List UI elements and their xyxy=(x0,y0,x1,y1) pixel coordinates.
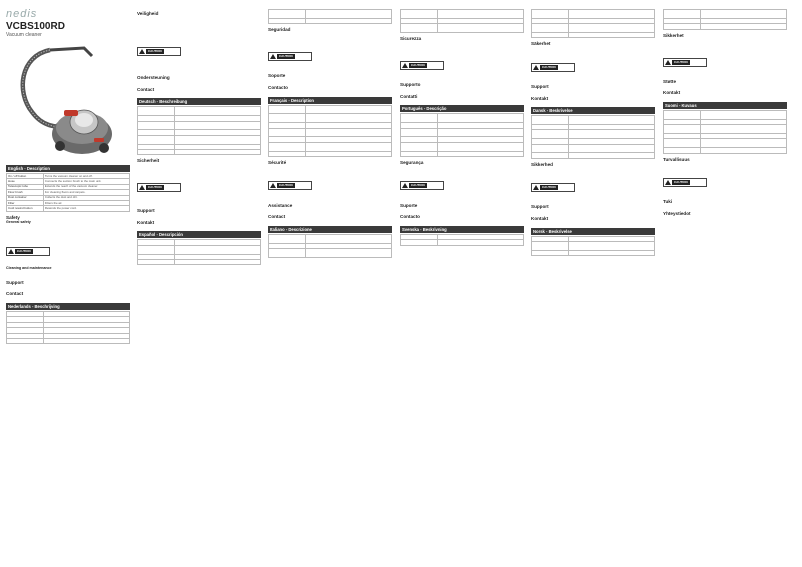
support-heading-fi: Tuki xyxy=(663,199,673,205)
safety-heading-de: Sicherheit xyxy=(137,158,160,164)
parts-table-continued xyxy=(268,9,392,24)
contact-heading-en: Contact xyxy=(6,291,24,297)
table-row xyxy=(269,105,392,114)
section-title-nl: Nederlands - Beschrijving xyxy=(6,303,130,310)
table-row xyxy=(401,114,524,123)
contact-heading-pt: Contacto xyxy=(400,214,420,220)
support-heading-nl: Ondersteuning xyxy=(137,75,170,81)
text-line xyxy=(6,242,113,246)
text-line xyxy=(400,87,524,91)
warning-triangle-icon xyxy=(270,183,276,188)
parts-table-nl xyxy=(6,311,130,344)
table-row xyxy=(664,125,787,134)
table-row xyxy=(664,10,787,19)
text-line xyxy=(400,196,507,200)
part-description: Collects the dust and dirt. xyxy=(43,195,129,200)
table-row xyxy=(532,130,655,139)
column-2 xyxy=(137,8,261,560)
table-row xyxy=(532,116,655,125)
table-row xyxy=(269,142,392,151)
section-title-fi: Suomi - Kuvaus xyxy=(663,102,787,109)
text-line xyxy=(6,273,93,277)
warning-triangle-icon xyxy=(139,49,145,54)
text-line xyxy=(268,219,355,223)
table-row xyxy=(138,259,261,264)
caution-label xyxy=(268,52,312,61)
parts-table-no xyxy=(531,236,655,257)
caution-label xyxy=(137,183,181,192)
parts-table-pt xyxy=(400,113,524,157)
table-row xyxy=(7,339,130,344)
text-line xyxy=(663,204,787,208)
table-row xyxy=(401,151,524,156)
part-name: Filter xyxy=(7,201,44,206)
text-line xyxy=(400,176,487,180)
warning-triangle-icon xyxy=(665,60,671,65)
text-line xyxy=(663,72,770,76)
table-row xyxy=(269,114,392,123)
caution-label xyxy=(531,63,575,72)
warning-triangle-icon xyxy=(533,65,539,70)
parts-table-en xyxy=(6,173,130,212)
text-line xyxy=(137,202,261,206)
warning-triangle-icon xyxy=(8,249,14,254)
caution-text: CAUTION xyxy=(542,185,556,190)
contact-heading-sv: Kontakt xyxy=(531,95,549,101)
table-row xyxy=(269,128,392,137)
text-line xyxy=(137,213,261,217)
table-row xyxy=(401,240,524,245)
section-title-pt: Português - Descrição xyxy=(400,105,524,112)
caution-text: CAUTION xyxy=(148,185,162,190)
section-title-it: Italiano - Descrizione xyxy=(268,226,392,233)
table-row xyxy=(269,249,392,258)
caution-label xyxy=(268,181,312,190)
caution-text: CAUTION xyxy=(411,63,425,67)
parts-table-da xyxy=(531,115,655,159)
safety-heading-pt: Segurança xyxy=(400,160,424,166)
text-line xyxy=(268,208,392,212)
text-line xyxy=(663,216,750,220)
text-line xyxy=(137,178,224,182)
table-row xyxy=(269,18,392,23)
table-row xyxy=(532,250,655,255)
text-line xyxy=(531,89,655,93)
table-row xyxy=(664,110,787,119)
table-row xyxy=(401,24,524,33)
column-6 xyxy=(663,8,787,560)
text-line xyxy=(400,208,524,212)
safety-heading-fr: Sécurité xyxy=(268,160,287,166)
text-line xyxy=(268,47,355,51)
table-row xyxy=(138,135,261,144)
part-name: On / off button xyxy=(7,174,44,179)
text-line xyxy=(663,95,750,99)
text-line xyxy=(531,198,638,202)
parts-table-fr xyxy=(268,105,392,157)
product-name: Vacuum cleaner xyxy=(6,32,42,38)
warning-triangle-icon xyxy=(139,185,145,190)
text-line xyxy=(400,55,487,59)
caution-text: CAUTION xyxy=(674,180,688,184)
table-row xyxy=(664,139,787,148)
parts-table-sv xyxy=(400,234,524,246)
table-row xyxy=(532,33,655,38)
safety-heading-no: Sikkerhet xyxy=(663,32,684,38)
safety-heading-es: Seguridad xyxy=(268,27,291,33)
caution-text: CAUTION xyxy=(542,64,556,69)
caution-label xyxy=(663,178,707,187)
contact-heading-it: Contatti xyxy=(400,93,418,99)
warning-triangle-icon xyxy=(533,185,539,190)
support-heading-da: Support xyxy=(531,204,549,210)
caution-label xyxy=(137,47,181,56)
support-heading-pt: Suporte xyxy=(400,202,418,208)
contact-heading-fi: Yhteystiedot xyxy=(663,210,691,216)
cleaning-heading: Cleaning and maintenance xyxy=(6,265,52,270)
text-line xyxy=(137,80,261,84)
table-row xyxy=(401,128,524,137)
support-heading-de: Support xyxy=(137,208,155,214)
section-title-de: Deutsch - Beschreibung xyxy=(137,98,261,105)
column-4 xyxy=(400,8,524,560)
text-line xyxy=(531,101,618,105)
part-description: Extends the reach of the vacuum cleaner. xyxy=(43,184,129,189)
text-line xyxy=(400,76,507,80)
text-line xyxy=(6,285,113,289)
section-title-da: Dansk - Beskrivelse xyxy=(531,107,655,114)
text-line xyxy=(531,209,655,213)
column-5 xyxy=(531,8,655,560)
part-description: Filters the air. xyxy=(43,201,129,206)
table-row xyxy=(664,148,787,153)
table-row xyxy=(401,10,524,19)
column-3 xyxy=(268,8,392,560)
part-description: Turns the vacuum cleaner on and off. xyxy=(43,174,129,179)
caution-text: CAUTION xyxy=(279,54,293,59)
text-line xyxy=(137,69,224,73)
table-row xyxy=(532,24,655,33)
table-row xyxy=(7,206,130,211)
text-line xyxy=(268,90,355,94)
contact-heading-nl: Contact xyxy=(137,86,155,92)
parts-table-continued xyxy=(531,9,655,38)
parts-table-fi xyxy=(663,110,787,154)
support-heading-es: Soporte xyxy=(268,73,286,79)
text-line xyxy=(663,193,770,197)
text-line xyxy=(400,99,487,103)
caution-text: CAUTION xyxy=(148,48,162,53)
caution-text: CAUTION xyxy=(411,183,425,188)
text-line xyxy=(268,196,375,200)
parts-table-de xyxy=(137,106,261,155)
warning-triangle-icon xyxy=(402,183,408,188)
text-line xyxy=(663,52,750,56)
text-line xyxy=(137,41,261,45)
part-description: Rewinds the power cord. xyxy=(43,206,129,211)
column-1 xyxy=(6,8,130,560)
table-row xyxy=(401,142,524,151)
safety-heading-it: Sicurezza xyxy=(400,36,422,42)
caution-label xyxy=(6,247,50,256)
table-row xyxy=(532,242,655,251)
parts-table-continued xyxy=(663,9,787,30)
parts-table-it xyxy=(268,234,392,258)
text-line xyxy=(400,219,487,223)
support-heading-it: Supporto xyxy=(400,82,421,88)
text-line xyxy=(268,78,392,82)
support-heading-no: Støtte xyxy=(663,78,677,84)
table-row xyxy=(532,144,655,153)
table-row xyxy=(532,153,655,158)
safety-heading-nl: Veiligheid xyxy=(137,11,159,16)
text-line xyxy=(6,296,93,300)
caution-text: CAUTION xyxy=(279,183,293,188)
text-line xyxy=(137,225,224,229)
caution-text: CAUTION xyxy=(17,249,31,254)
part-name: Floor brush xyxy=(7,190,44,195)
text-line xyxy=(137,92,224,96)
table-row xyxy=(138,121,261,130)
text-line xyxy=(531,77,638,81)
safety-heading-sv: Säkerhet xyxy=(531,41,551,47)
warning-triangle-icon xyxy=(665,180,671,185)
text-line xyxy=(663,84,787,88)
contact-heading-da: Kontakt xyxy=(531,216,549,221)
section-title-es: Español - Descripción xyxy=(137,231,261,238)
support-heading-fr: Assistance xyxy=(268,202,293,208)
warning-triangle-icon xyxy=(270,54,276,59)
caution-label xyxy=(400,181,444,190)
support-heading-sv: Support xyxy=(531,84,549,89)
parts-table-continued xyxy=(400,9,524,33)
section-title-en: English - Description xyxy=(6,165,130,172)
part-name: Dust container xyxy=(7,195,44,200)
table-row xyxy=(138,107,261,116)
part-name: Telescopic tube xyxy=(7,184,44,189)
section-title-fr: Français - Description xyxy=(268,97,392,104)
text-line xyxy=(531,57,618,61)
text-line xyxy=(531,178,618,182)
part-name: Hose xyxy=(7,179,44,184)
text-line xyxy=(663,172,750,176)
text-line xyxy=(268,67,375,71)
table-row xyxy=(269,234,392,243)
part-description: For cleaning floors and carpets. xyxy=(43,190,129,195)
section-title-sv: Svenska - Beskrivning xyxy=(400,226,524,233)
part-description: Connects the suction brush to the main unit. xyxy=(43,179,129,184)
caution-label xyxy=(663,58,707,67)
caution-text: CAUTION xyxy=(674,59,688,64)
contact-heading-es: Contacto xyxy=(268,84,288,90)
text-line xyxy=(531,221,618,225)
support-heading-en: Support xyxy=(6,279,24,285)
contact-heading-fr: Contact xyxy=(268,214,286,220)
warning-triangle-icon xyxy=(402,63,408,68)
contact-heading-de: Kontakt xyxy=(137,219,155,225)
contact-heading-no: Kontakt xyxy=(663,90,681,96)
table-row xyxy=(138,245,261,254)
table-row xyxy=(532,10,655,19)
safety-heading-en: Safety xyxy=(6,214,20,220)
text-line xyxy=(268,176,355,180)
safety-heading-da: Sikkerhed xyxy=(531,161,553,167)
vacuum-cleaner-illustration xyxy=(6,42,130,162)
caution-label xyxy=(400,61,444,70)
table-row xyxy=(664,24,787,29)
part-name: Cord rewind button xyxy=(7,206,44,211)
table-row xyxy=(138,149,261,154)
parts-table-es xyxy=(137,239,261,265)
general-safety-heading: General safety xyxy=(6,219,31,224)
caution-label xyxy=(531,183,575,192)
table-row xyxy=(269,10,392,19)
brand-logo: nedis xyxy=(6,8,38,20)
section-title-no: Norsk - Beskrivelse xyxy=(531,228,655,235)
table-row xyxy=(269,151,392,156)
model-number: VCBS100RD xyxy=(6,21,65,32)
safety-heading-fi: Turvallisuus xyxy=(663,156,690,162)
